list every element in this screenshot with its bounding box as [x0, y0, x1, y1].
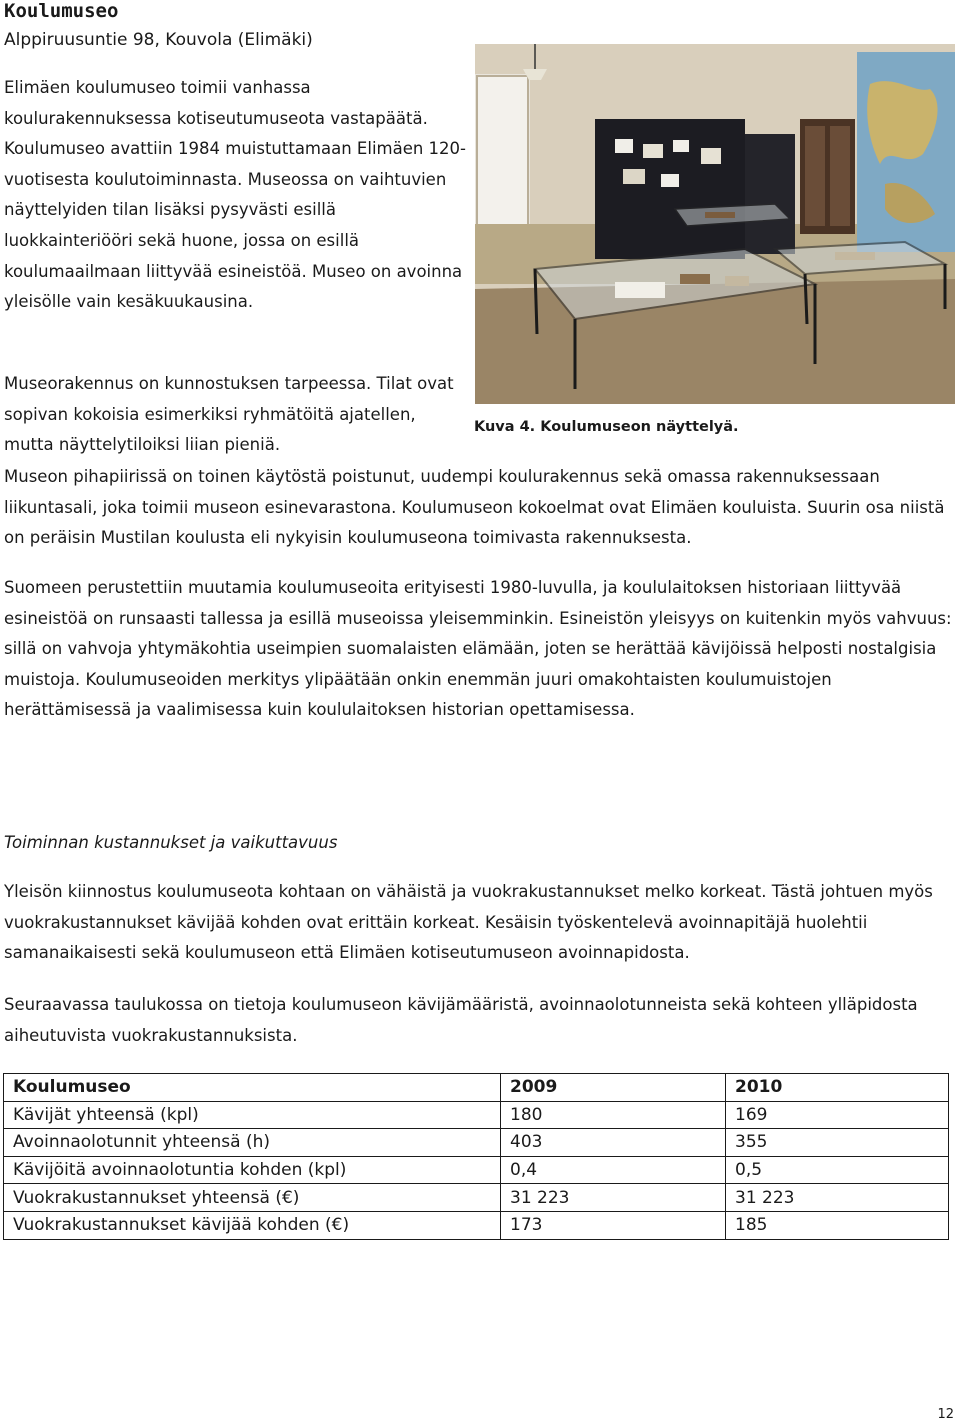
table-cell: 180: [501, 1101, 726, 1129]
subheading-costs: Toiminnan kustannukset ja vaikuttavuus: [4, 833, 338, 852]
statistics-table: [3, 1073, 949, 1240]
photo-caption: Kuva 4. Koulumuseon näyttelyä.: [474, 419, 739, 435]
table-cell: Vuokrakustannukset yhteensä (€): [4, 1184, 501, 1212]
table-header-row: [4, 1074, 949, 1102]
paragraph-building: Museorakennus on kunnostuksen tarpeessa. Tilat ovat sopivan kokoisia esimerkiksi ryhmätöitä ajatellen, mutta näyttelytiloiksi liian pieniä.: [4, 374, 454, 455]
table-cell: 0,4: [501, 1156, 726, 1184]
table-cell: Avoinnaolotunnit yhteensä (h): [4, 1129, 501, 1157]
table-cell: 0,5: [726, 1156, 949, 1184]
table-cell: 173: [501, 1211, 726, 1239]
table-row: [4, 1211, 949, 1239]
table-row: [4, 1156, 949, 1184]
section-heading: Koulumuseo: [4, 0, 119, 22]
table-cell: 169: [726, 1101, 949, 1129]
table-header-cell: 2010: [726, 1074, 949, 1102]
table-cell: 403: [501, 1129, 726, 1157]
table-cell: 355: [726, 1129, 949, 1157]
table-cell: 31 223: [501, 1184, 726, 1212]
paragraph-yard: Museon pihapiirissä on toinen käytöstä poistunut, uudempi koulurakennus sekä omassa rakennuksessaan liikuntasali, joka toimii museon esinevarastona. Koulumuseon kokoelmat ovat Elimäen kouluista. Suurin osa niistä on peräisin Mustilan koulusta eli nykyisin koulumuseona toimivasta rakennuksesta.: [4, 467, 945, 548]
museum-exhibition-photo: [475, 44, 955, 404]
paragraph-intro: Elimäen koulumuseo toimii vanhassa koulurakennuksessa kotiseutumuseota vastapäätä. Koulumuseo avattiin 1984 muistuttamaan Elimäen 120-vuotisesta koulutoiminnasta. Museossa on vaihtuvien näyttelyiden tilan lisäksi pysyvästi esillä luokkainteriööri sekä huone, jossa on esillä koulumaailmaan liittyvää esineistöä. Museo on avoinna yleisölle vain kesäkuukausina.: [4, 78, 467, 312]
table-row: [4, 1101, 949, 1129]
table-header-cell: 2009: [501, 1074, 726, 1102]
table-header-cell: Koulumuseo: [4, 1074, 501, 1102]
page-number: 12: [937, 1407, 954, 1422]
table-row: [4, 1129, 949, 1157]
museum-address: Alppiruusuntie 98, Kouvola (Elimäki): [4, 30, 313, 50]
table-cell: Vuokrakustannukset kävijää kohden (€): [4, 1211, 501, 1239]
paragraph-school-museums-finland: Suomeen perustettiin muutamia koulumuseoita erityisesti 1980-luvulla, ja koululaitoksen historiaan liittyvää esineistöä on runsaasti tallessa ja esillä museoissa yleisemminkin. Esineistön yleisyys on kuitenkin myös vahvuus: sillä on vahvoja yhtymäkohtia useimpien suomalaisten elämään, joten se herättää kävijöissä helposti nostalgisia muistoja. Koulumuseoiden merkitys ylipäätään onkin enemmän juuri omakohtaisten koulumuistojen herättämisessä ja vaalimisessa kuin koululaitoksen historian opettamisessa.: [4, 578, 952, 720]
table-row: [4, 1184, 949, 1212]
paragraph-table-intro: Seuraavassa taulukossa on tietoja koulumuseon kävijämääristä, avoinnaolotunneista sekä kohteen ylläpidosta aiheutuvista vuokrakustannuksista.: [4, 995, 918, 1045]
table-cell: Kävijöitä avoinnaolotuntia kohden (kpl): [4, 1156, 501, 1184]
photo-illustration: [475, 44, 955, 404]
paragraph-public-interest: Yleisön kiinnostus koulumuseota kohtaan on vähäistä ja vuokrakustannukset melko korkeat. Tästä johtuen myös vuokrakustannukset kävijää kohden ovat erittäin korkeat. Kesäisin työskentelevä avoinnapitäjä huolehtii samanaikaisesti sekä koulumuseon että Elimäen kotiseutumuseon avoinnapidosta.: [4, 882, 933, 963]
table-cell: 185: [726, 1211, 949, 1239]
table-cell: 31 223: [726, 1184, 949, 1212]
table-cell: Kävijät yhteensä (kpl): [4, 1101, 501, 1129]
